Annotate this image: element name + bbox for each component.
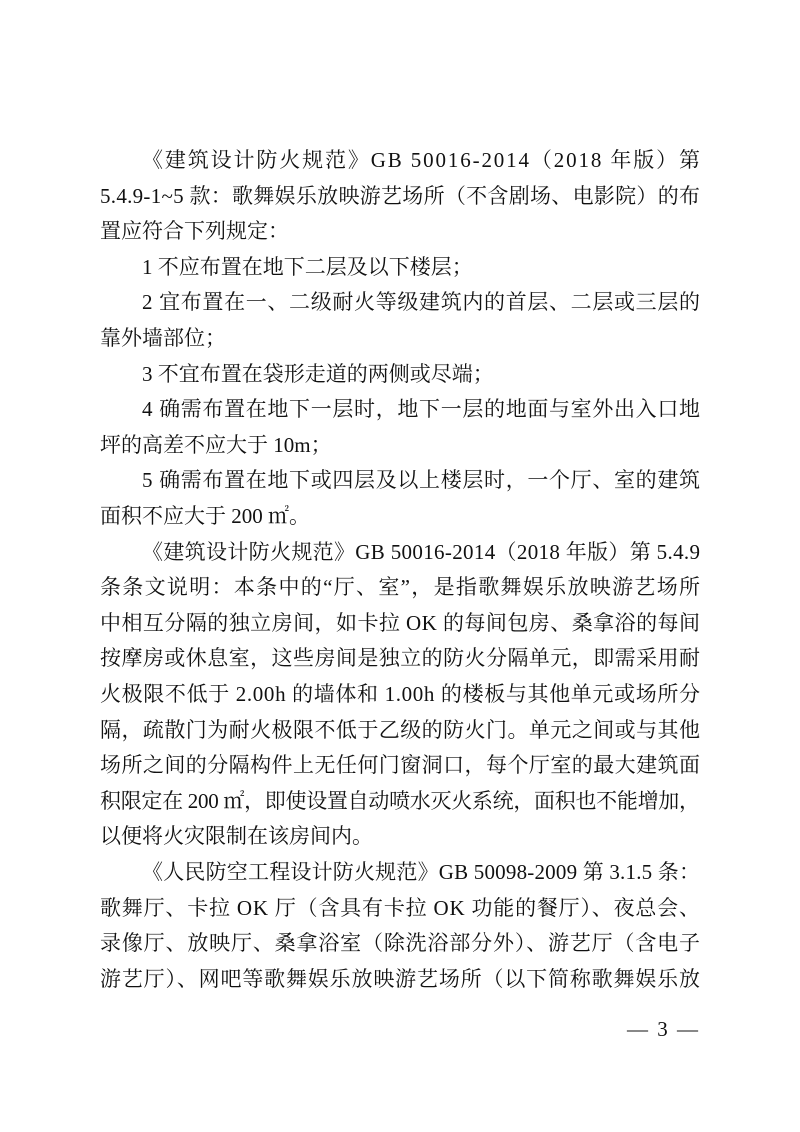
page-number: — 3 — — [627, 1017, 700, 1041]
text-line: 坪的高差不应大于 10m； — [100, 432, 332, 457]
text-line: 3 不宜布置在袋形走道的两侧或尽端； — [142, 361, 494, 386]
text-line: 条条文说明：本条中的“厅、室”，是指歌舞娱乐放映游艺场所 — [100, 575, 702, 600]
text-line: 《建筑设计防火规范》GB 50016-2014（2018 年版）第 — [142, 148, 702, 172]
text-line: 歌舞厅、卡拉 OK 厅（含具有卡拉 OK 功能的餐厅）、夜总会、 — [100, 895, 701, 920]
text-line: 场所之间的分隔构件上无任何门窗洞口，每个厅室的最大建筑面 — [100, 753, 701, 778]
text-line: 以便将火灾限制在该房间内。 — [100, 824, 373, 849]
text-line: 火极限不低于 2.00h 的墙体和 1.00h 的楼板与其他单元或场所分 — [100, 682, 701, 706]
text-line: 隔，疏散门为耐火极限不低于乙级的防火门。单元之间或与其他 — [100, 717, 701, 742]
text-line: 中相互分隔的独立房间，如卡拉 OK 的每间包房、桑拿浴的每间 — [100, 610, 701, 635]
text-line: 积限定在 200 ㎡，即使设置自动喷水灭火系统，面积也不能增加， — [100, 788, 700, 813]
text-line: 靠外墙部位； — [100, 326, 226, 350]
text-line: 《建筑设计防火规范》GB 50016-2014（2018 年版）第 5.4.9 — [142, 539, 701, 564]
text-line: 置应符合下列规定： — [100, 219, 289, 244]
text-line: 5.4.9-1~5 款：歌舞娱乐放映游艺场所（不含剧场、电影院）的布 — [100, 183, 701, 208]
text-line: 1 不应布置在地下二层及以下楼层； — [142, 254, 473, 279]
text-line: 游艺厅）、网吧等歌舞娱乐放映游艺场所（以下简称歌舞娱乐放 — [100, 966, 701, 991]
text-line: 5 确需布置在地下或四层及以上楼层时，一个厅、室的建筑 — [142, 468, 701, 493]
text-line: 4 确需布置在地下一层时，地下一层的地面与室外出入口地 — [142, 397, 701, 422]
text-line: 按摩房或休息室，这些房间是独立的防火分隔单元，即需采用耐 — [100, 646, 701, 671]
text-line: 2 宜布置在一、二级耐火等级建筑内的首层、二层或三层的 — [142, 290, 701, 315]
text-line: 《人民防空工程设计防火规范》GB 50098-2009 第 3.1.5 条： — [142, 860, 701, 884]
text-line: 录像厅、放映厅、桑拿浴室（除洗浴部分外）、游艺厅（含电子 — [100, 931, 701, 956]
text-line: 面积不应大于 200 ㎡。 — [100, 504, 310, 528]
